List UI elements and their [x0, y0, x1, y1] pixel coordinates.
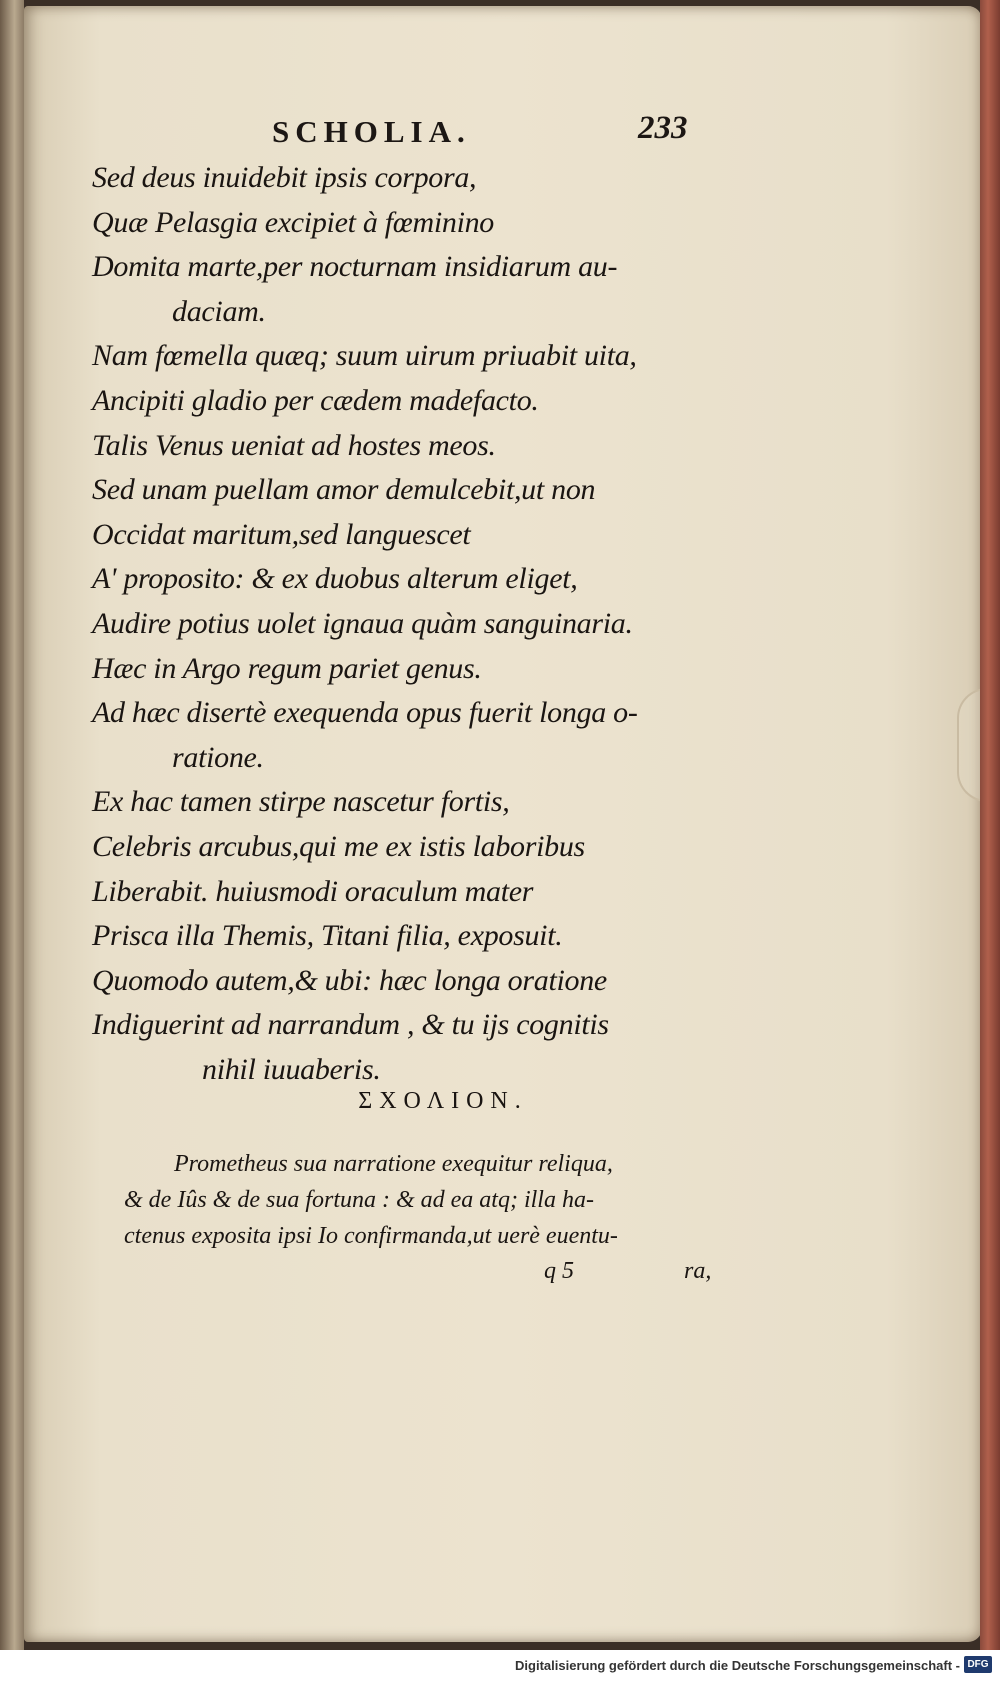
commentary-line: & de Iûs & de sua fortuna : & ad ea atq; illa ha- [124, 1187, 594, 1213]
verse-line: Sed deus inuidebit ipsis corpora, [92, 161, 477, 194]
verse-line: Ad hæc disertè exequenda opus fuerit longa o- [92, 696, 638, 730]
verse-line: Nam fœmella quæq; suum uirum priuabit uita, [92, 339, 637, 373]
verse-line: ratione. [172, 740, 264, 774]
commentary-line: ctenus exposita ipsi Io confirmanda,ut uerè euentu- [124, 1223, 618, 1249]
verse-line: Quæ Pelasgia excipiet à fœminino [92, 205, 495, 239]
book-page [24, 6, 982, 1642]
verse-line: Ex hac tamen stirpe nascetur fortis, [92, 785, 510, 819]
page-header [24, 110, 982, 154]
verse-line: Sed unam puellam amor demulcebit,ut non [92, 473, 596, 507]
commentary-block [124, 1146, 724, 1254]
verse-line: A' proposito: & ex duobus alterum eliget, [92, 562, 578, 596]
commentary-line: Prometheus sua narratione exequitur reliqua, [174, 1151, 613, 1177]
verse-line: Ancipiti gladio per cædem madefacto. [92, 383, 539, 417]
section-heading: ΣΧΟΛΙΟΝ. [358, 1088, 528, 1114]
verse-line: Prisca illa Themis, Titani filia, exposuit. [92, 919, 563, 953]
facing-page-edge [0, 0, 24, 1650]
page-footer [124, 1258, 724, 1298]
signature-mark: q 5 [544, 1258, 574, 1284]
verse-line: daciam. [172, 294, 266, 328]
credit-bar [0, 1650, 1000, 1681]
page-number: 233 [638, 110, 688, 146]
verse-line: Audire potius uolet ignaua quàm sanguinaria. [92, 606, 633, 640]
funding-credit: Digitalisierung gefördert durch die Deutsche Forschungsgemeinschaft - [515, 1658, 960, 1673]
catchword: ra, [684, 1258, 712, 1284]
dfg-logo: DFG [964, 1656, 992, 1673]
verse-line: Hæc in Argo regum pariet genus. [92, 651, 482, 685]
verse-line: Quomodo autem,& ubi: hæc longa oratione [92, 963, 607, 997]
verse-line: Occidat maritum,sed languescet [92, 517, 471, 551]
verse-line: Liberabit. huiusmodi oraculum mater [92, 874, 534, 908]
verse-line: Talis Venus ueniat ad hostes meos. [92, 428, 496, 462]
verse-line: Celebris arcubus,qui me ex istis laboribus [92, 829, 585, 863]
book-cover-edge [980, 0, 1000, 1650]
verse-line: Domita marte,per nocturnam insidiarum au- [92, 250, 618, 284]
verse-block [92, 156, 732, 1092]
verse-line: nihil iuuaberis. [202, 1052, 381, 1086]
running-title: SCHOLIA. [272, 114, 471, 149]
verse-line: Indiguerint ad narrandum , & tu ijs cognitis [92, 1008, 609, 1042]
